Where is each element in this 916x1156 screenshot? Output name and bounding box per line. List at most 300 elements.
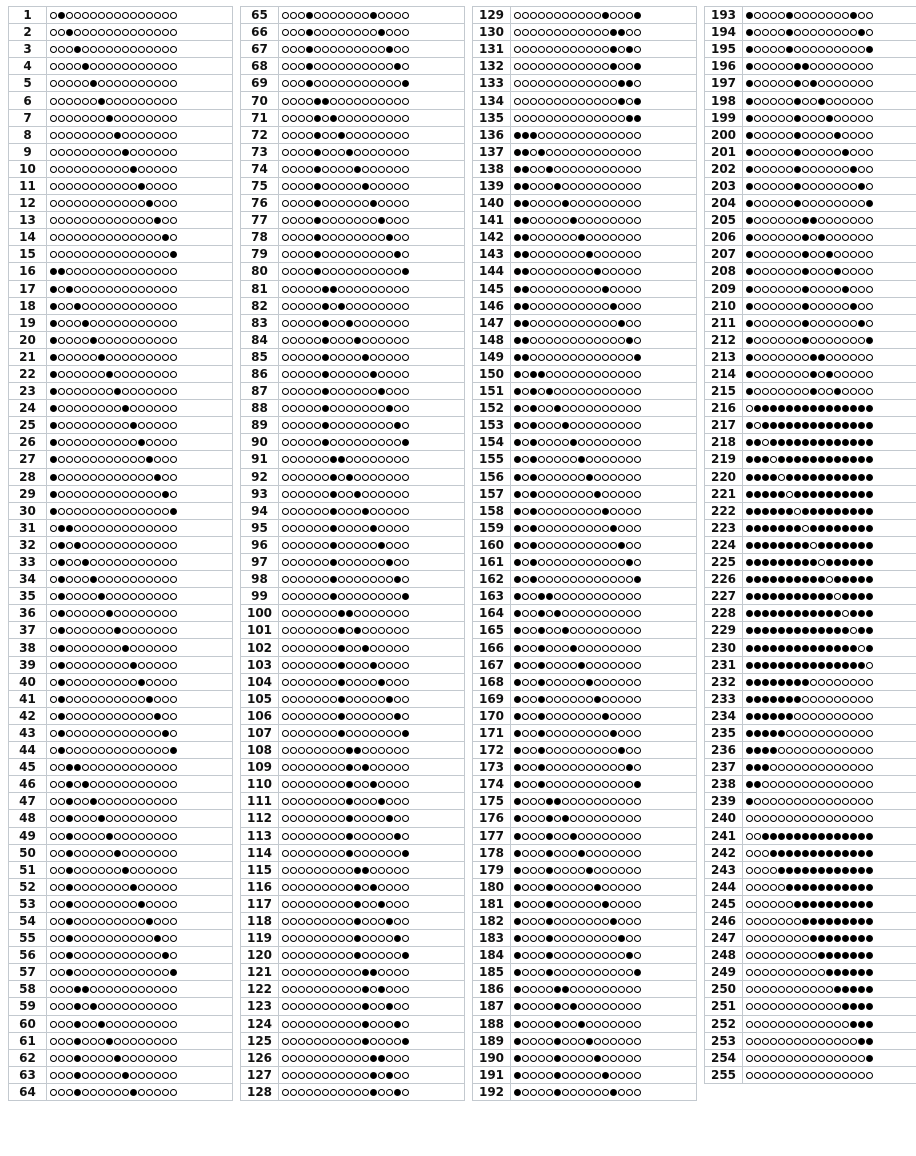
empty-dot-icon <box>530 63 537 70</box>
empty-dot-icon <box>610 969 617 976</box>
empty-dot-icon <box>634 645 641 652</box>
row-number: 3 <box>9 41 47 58</box>
filled-dot-icon <box>530 474 537 481</box>
filled-dot-icon <box>770 542 777 549</box>
row-number: 115 <box>241 861 279 878</box>
empty-dot-icon <box>866 764 873 771</box>
empty-dot-icon <box>554 935 561 942</box>
empty-dot-icon <box>130 149 137 156</box>
filled-dot-icon <box>314 149 321 156</box>
empty-dot-icon <box>162 439 169 446</box>
empty-dot-icon <box>98 952 105 959</box>
filled-dot-icon <box>626 46 633 53</box>
empty-dot-icon <box>114 542 121 549</box>
empty-dot-icon <box>386 1055 393 1062</box>
empty-dot-icon <box>522 63 529 70</box>
empty-dot-icon <box>570 149 577 156</box>
empty-dot-icon <box>602 371 609 378</box>
row-number: 98 <box>241 571 279 588</box>
table-row <box>705 126 916 143</box>
empty-dot-icon <box>842 781 849 788</box>
empty-dot-icon <box>138 388 145 395</box>
empty-dot-icon <box>594 1038 601 1045</box>
empty-dot-icon <box>818 388 825 395</box>
empty-dot-icon <box>114 46 121 53</box>
dot-pattern <box>279 451 465 468</box>
empty-dot-icon <box>298 833 305 840</box>
empty-dot-icon <box>338 12 345 19</box>
dot-pattern <box>279 314 465 331</box>
empty-dot-icon <box>602 1021 609 1028</box>
empty-dot-icon <box>378 713 385 720</box>
empty-dot-icon <box>378 747 385 754</box>
empty-dot-icon <box>778 166 785 173</box>
empty-dot-icon <box>58 303 65 310</box>
empty-dot-icon <box>538 491 545 498</box>
empty-dot-icon <box>762 1072 769 1079</box>
empty-dot-icon <box>50 115 57 122</box>
empty-dot-icon <box>578 46 585 53</box>
empty-dot-icon <box>618 456 625 463</box>
empty-dot-icon <box>162 679 169 686</box>
empty-dot-icon <box>66 234 73 241</box>
empty-dot-icon <box>826 576 833 583</box>
empty-dot-icon <box>122 918 129 925</box>
empty-dot-icon <box>866 251 873 258</box>
empty-dot-icon <box>282 405 289 412</box>
empty-dot-icon <box>594 234 601 241</box>
empty-dot-icon <box>298 1072 305 1079</box>
empty-dot-icon <box>322 593 329 600</box>
row-number: 99 <box>241 588 279 605</box>
empty-dot-icon <box>106 918 113 925</box>
filled-dot-icon <box>394 833 401 840</box>
empty-dot-icon <box>610 833 617 840</box>
empty-dot-icon <box>106 1055 113 1062</box>
empty-dot-icon <box>338 781 345 788</box>
empty-dot-icon <box>90 815 97 822</box>
empty-dot-icon <box>330 798 337 805</box>
empty-dot-icon <box>554 747 561 754</box>
empty-dot-icon <box>538 850 545 857</box>
empty-dot-icon <box>58 474 65 481</box>
empty-dot-icon <box>810 98 817 105</box>
row-number: 163 <box>473 588 511 605</box>
dot-pattern <box>279 143 465 160</box>
empty-dot-icon <box>346 491 353 498</box>
empty-dot-icon <box>338 542 345 549</box>
filled-dot-icon <box>786 679 793 686</box>
filled-dot-icon <box>850 166 857 173</box>
empty-dot-icon <box>554 149 561 156</box>
empty-dot-icon <box>282 815 289 822</box>
row-number: 154 <box>473 434 511 451</box>
empty-dot-icon <box>346 80 353 87</box>
empty-dot-icon <box>66 98 73 105</box>
filled-dot-icon <box>850 645 857 652</box>
filled-dot-icon <box>394 576 401 583</box>
empty-dot-icon <box>362 80 369 87</box>
filled-dot-icon <box>802 320 809 327</box>
empty-dot-icon <box>154 1089 161 1096</box>
filled-dot-icon <box>850 610 857 617</box>
empty-dot-icon <box>586 286 593 293</box>
empty-dot-icon <box>578 422 585 429</box>
empty-dot-icon <box>66 183 73 190</box>
empty-dot-icon <box>586 935 593 942</box>
empty-dot-icon <box>770 456 777 463</box>
empty-dot-icon <box>634 696 641 703</box>
empty-dot-icon <box>82 1055 89 1062</box>
empty-dot-icon <box>754 935 761 942</box>
empty-dot-icon <box>618 1055 625 1062</box>
empty-dot-icon <box>146 337 153 344</box>
empty-dot-icon <box>362 576 369 583</box>
empty-dot-icon <box>594 200 601 207</box>
empty-dot-icon <box>74 559 81 566</box>
filled-dot-icon <box>818 405 825 412</box>
empty-dot-icon <box>538 969 545 976</box>
dot-pattern <box>47 365 233 382</box>
table-row <box>241 1032 465 1049</box>
empty-dot-icon <box>170 850 177 857</box>
filled-dot-icon <box>66 286 73 293</box>
empty-dot-icon <box>578 935 585 942</box>
filled-dot-icon <box>370 371 377 378</box>
empty-dot-icon <box>530 764 537 771</box>
empty-dot-icon <box>282 645 289 652</box>
empty-dot-icon <box>330 98 337 105</box>
empty-dot-icon <box>538 1055 545 1062</box>
empty-dot-icon <box>74 29 81 36</box>
dot-pattern <box>743 24 916 41</box>
empty-dot-icon <box>138 422 145 429</box>
empty-dot-icon <box>634 986 641 993</box>
empty-dot-icon <box>842 354 849 361</box>
row-number: 86 <box>241 365 279 382</box>
empty-dot-icon <box>314 371 321 378</box>
filled-dot-icon <box>162 234 169 241</box>
empty-dot-icon <box>314 559 321 566</box>
empty-dot-icon <box>578 815 585 822</box>
dot-pattern <box>511 212 697 229</box>
empty-dot-icon <box>754 833 761 840</box>
empty-dot-icon <box>842 63 849 70</box>
empty-dot-icon <box>130 183 137 190</box>
empty-dot-icon <box>322 80 329 87</box>
filled-dot-icon <box>754 747 761 754</box>
empty-dot-icon <box>570 764 577 771</box>
empty-dot-icon <box>562 388 569 395</box>
empty-dot-icon <box>786 747 793 754</box>
empty-dot-icon <box>762 815 769 822</box>
empty-dot-icon <box>282 969 289 976</box>
filled-dot-icon <box>66 952 73 959</box>
empty-dot-icon <box>58 320 65 327</box>
empty-dot-icon <box>762 132 769 139</box>
filled-dot-icon <box>762 593 769 600</box>
empty-dot-icon <box>354 456 361 463</box>
empty-dot-icon <box>290 508 297 515</box>
empty-dot-icon <box>634 251 641 258</box>
empty-dot-icon <box>522 952 529 959</box>
empty-dot-icon <box>370 764 377 771</box>
empty-dot-icon <box>746 405 753 412</box>
empty-dot-icon <box>842 610 849 617</box>
empty-dot-icon <box>114 320 121 327</box>
empty-dot-icon <box>290 354 297 361</box>
filled-dot-icon <box>786 29 793 36</box>
empty-dot-icon <box>570 730 577 737</box>
empty-dot-icon <box>602 183 609 190</box>
empty-dot-icon <box>770 320 777 327</box>
row-number: 164 <box>473 605 511 622</box>
empty-dot-icon <box>522 576 529 583</box>
empty-dot-icon <box>354 474 361 481</box>
empty-dot-icon <box>282 508 289 515</box>
row-number: 188 <box>473 1015 511 1032</box>
empty-dot-icon <box>282 662 289 669</box>
filled-dot-icon <box>746 149 753 156</box>
empty-dot-icon <box>594 525 601 532</box>
dot-pattern <box>279 998 465 1015</box>
empty-dot-icon <box>50 696 57 703</box>
empty-dot-icon <box>146 525 153 532</box>
filled-dot-icon <box>802 422 809 429</box>
empty-dot-icon <box>394 525 401 532</box>
empty-dot-icon <box>810 268 817 275</box>
row-number: 49 <box>9 827 47 844</box>
empty-dot-icon <box>106 1021 113 1028</box>
table-row <box>473 912 697 929</box>
empty-dot-icon <box>746 1055 753 1062</box>
empty-dot-icon <box>74 781 81 788</box>
empty-dot-icon <box>810 303 817 310</box>
dot-pattern <box>279 844 465 861</box>
filled-dot-icon <box>314 166 321 173</box>
empty-dot-icon <box>866 63 873 70</box>
filled-dot-icon <box>58 576 65 583</box>
filled-dot-icon <box>634 115 641 122</box>
filled-dot-icon <box>826 662 833 669</box>
empty-dot-icon <box>762 1038 769 1045</box>
empty-dot-icon <box>570 1055 577 1062</box>
empty-dot-icon <box>546 781 553 788</box>
empty-dot-icon <box>314 337 321 344</box>
empty-dot-icon <box>858 1055 865 1062</box>
empty-dot-icon <box>378 730 385 737</box>
empty-dot-icon <box>370 645 377 652</box>
filled-dot-icon <box>858 491 865 498</box>
empty-dot-icon <box>130 439 137 446</box>
empty-dot-icon <box>578 918 585 925</box>
empty-dot-icon <box>810 183 817 190</box>
filled-dot-icon <box>818 474 825 481</box>
empty-dot-icon <box>826 234 833 241</box>
filled-dot-icon <box>314 98 321 105</box>
filled-dot-icon <box>50 354 57 361</box>
empty-dot-icon <box>802 166 809 173</box>
empty-dot-icon <box>602 200 609 207</box>
empty-dot-icon <box>610 320 617 327</box>
table-row <box>473 177 697 194</box>
filled-dot-icon <box>58 12 65 19</box>
filled-dot-icon <box>58 696 65 703</box>
empty-dot-icon <box>106 1003 113 1010</box>
dot-pattern <box>279 793 465 810</box>
filled-dot-icon <box>746 730 753 737</box>
filled-dot-icon <box>834 969 841 976</box>
row-number: 198 <box>705 92 743 109</box>
filled-dot-icon <box>866 850 873 857</box>
filled-dot-icon <box>58 627 65 634</box>
empty-dot-icon <box>362 884 369 891</box>
empty-dot-icon <box>98 525 105 532</box>
empty-dot-icon <box>146 850 153 857</box>
empty-dot-icon <box>370 627 377 634</box>
table-row <box>9 844 233 861</box>
table-row <box>705 434 916 451</box>
dot-pattern <box>743 707 916 724</box>
filled-dot-icon <box>842 422 849 429</box>
empty-dot-icon <box>98 234 105 241</box>
filled-dot-icon <box>514 593 521 600</box>
filled-dot-icon <box>162 952 169 959</box>
empty-dot-icon <box>786 935 793 942</box>
filled-dot-icon <box>850 525 857 532</box>
empty-dot-icon <box>538 132 545 139</box>
empty-dot-icon <box>794 388 801 395</box>
empty-dot-icon <box>130 371 137 378</box>
empty-dot-icon <box>290 98 297 105</box>
empty-dot-icon <box>626 1089 633 1096</box>
dot-pattern <box>743 622 916 639</box>
empty-dot-icon <box>338 115 345 122</box>
empty-dot-icon <box>786 115 793 122</box>
empty-dot-icon <box>594 867 601 874</box>
empty-dot-icon <box>98 439 105 446</box>
dot-pattern <box>511 297 697 314</box>
filled-dot-icon <box>826 559 833 566</box>
empty-dot-icon <box>394 200 401 207</box>
empty-dot-icon <box>586 662 593 669</box>
empty-dot-icon <box>626 1038 633 1045</box>
empty-dot-icon <box>634 200 641 207</box>
filled-dot-icon <box>810 918 817 925</box>
filled-dot-icon <box>514 884 521 891</box>
filled-dot-icon <box>146 918 153 925</box>
row-number: 139 <box>473 177 511 194</box>
filled-dot-icon <box>762 508 769 515</box>
empty-dot-icon <box>138 969 145 976</box>
empty-dot-icon <box>394 268 401 275</box>
empty-dot-icon <box>162 559 169 566</box>
table-row <box>241 314 465 331</box>
empty-dot-icon <box>578 525 585 532</box>
dot-pattern <box>47 58 233 75</box>
empty-dot-icon <box>546 508 553 515</box>
empty-dot-icon <box>786 1038 793 1045</box>
empty-dot-icon <box>562 833 569 840</box>
empty-dot-icon <box>778 337 785 344</box>
dot-pattern <box>47 1049 233 1066</box>
empty-dot-icon <box>98 456 105 463</box>
empty-dot-icon <box>338 234 345 241</box>
empty-dot-icon <box>162 29 169 36</box>
empty-dot-icon <box>370 850 377 857</box>
row-number: 250 <box>705 981 743 998</box>
filled-dot-icon <box>826 422 833 429</box>
empty-dot-icon <box>530 1072 537 1079</box>
empty-dot-icon <box>282 491 289 498</box>
filled-dot-icon <box>850 491 857 498</box>
row-number: 79 <box>241 246 279 263</box>
empty-dot-icon <box>394 798 401 805</box>
table-row <box>705 895 916 912</box>
empty-dot-icon <box>362 901 369 908</box>
filled-dot-icon <box>618 29 625 36</box>
empty-dot-icon <box>554 474 561 481</box>
dot-pattern <box>279 502 465 519</box>
filled-dot-icon <box>154 713 161 720</box>
empty-dot-icon <box>394 730 401 737</box>
empty-dot-icon <box>778 815 785 822</box>
empty-dot-icon <box>826 217 833 224</box>
empty-dot-icon <box>370 303 377 310</box>
empty-dot-icon <box>586 268 593 275</box>
table-row <box>241 451 465 468</box>
dot-pattern <box>743 434 916 451</box>
empty-dot-icon <box>298 627 305 634</box>
empty-dot-icon <box>754 29 761 36</box>
empty-dot-icon <box>602 952 609 959</box>
empty-dot-icon <box>106 952 113 959</box>
empty-dot-icon <box>146 730 153 737</box>
row-number: 133 <box>473 75 511 92</box>
empty-dot-icon <box>546 217 553 224</box>
empty-dot-icon <box>538 337 545 344</box>
empty-dot-icon <box>354 679 361 686</box>
empty-dot-icon <box>570 747 577 754</box>
empty-dot-icon <box>122 559 129 566</box>
empty-dot-icon <box>354 388 361 395</box>
empty-dot-icon <box>594 456 601 463</box>
empty-dot-icon <box>810 200 817 207</box>
empty-dot-icon <box>634 542 641 549</box>
filled-dot-icon <box>514 525 521 532</box>
empty-dot-icon <box>154 679 161 686</box>
empty-dot-icon <box>338 593 345 600</box>
empty-dot-icon <box>770 63 777 70</box>
table-row <box>705 451 916 468</box>
empty-dot-icon <box>522 713 529 720</box>
empty-dot-icon <box>578 200 585 207</box>
empty-dot-icon <box>330 337 337 344</box>
filled-dot-icon <box>394 1089 401 1096</box>
empty-dot-icon <box>802 29 809 36</box>
empty-dot-icon <box>386 12 393 19</box>
empty-dot-icon <box>578 508 585 515</box>
filled-dot-icon <box>794 610 801 617</box>
filled-dot-icon <box>802 508 809 515</box>
table-row <box>9 331 233 348</box>
empty-dot-icon <box>594 63 601 70</box>
filled-dot-icon <box>138 439 145 446</box>
dot-pattern <box>47 912 233 929</box>
empty-dot-icon <box>586 627 593 634</box>
empty-dot-icon <box>570 371 577 378</box>
empty-dot-icon <box>794 815 801 822</box>
